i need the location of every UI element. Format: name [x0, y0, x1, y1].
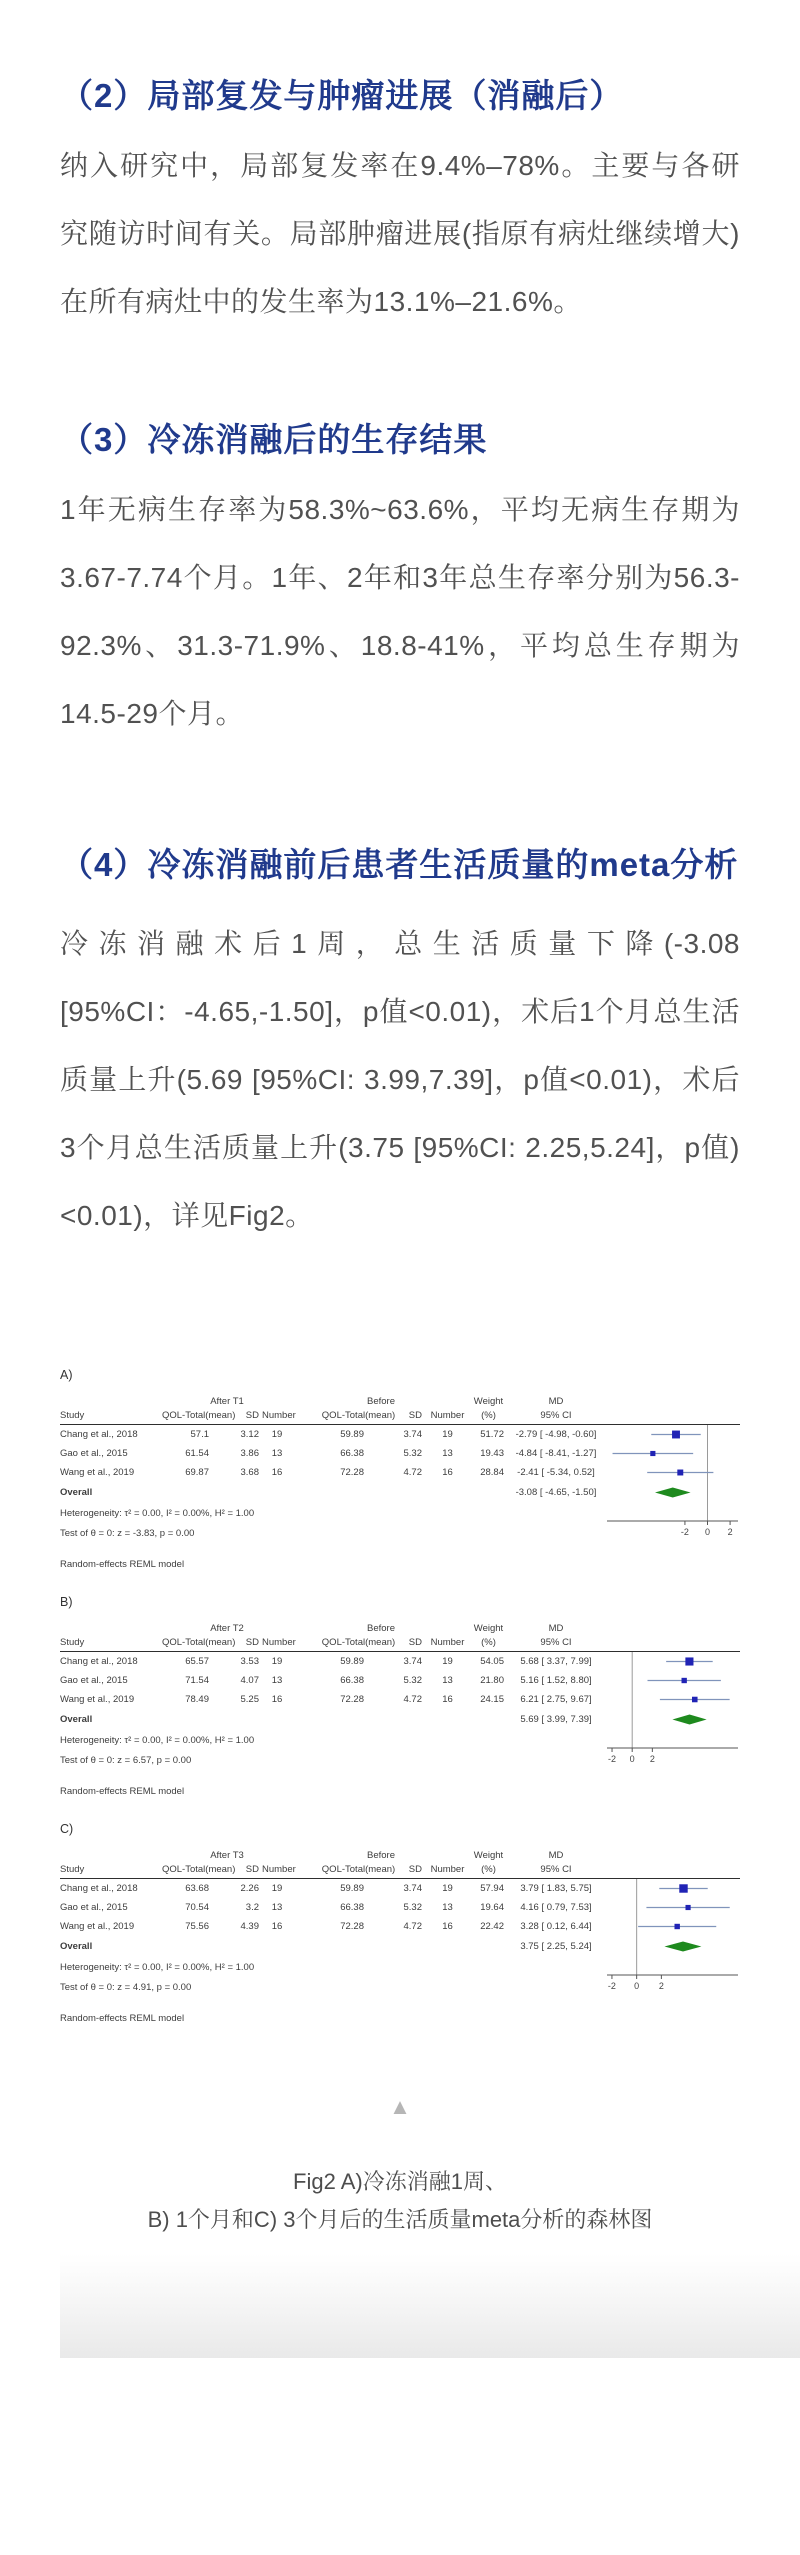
weight-value: 57.94 — [480, 1883, 504, 1894]
study-name: Gao et al., 2015 — [60, 1902, 128, 1913]
after-number: 19 — [271, 1429, 283, 1440]
forest-table — [60, 1848, 740, 1997]
panel-label: A) — [60, 1368, 73, 1382]
svg-text:0: 0 — [705, 1527, 711, 1537]
svg-text:0: 0 — [629, 1754, 635, 1764]
overall-label: Overall — [60, 1941, 93, 1952]
before-mean: 66.38 — [340, 1902, 364, 1913]
before-number: 19 — [442, 1429, 453, 1440]
before-mean: 66.38 — [340, 1448, 364, 1459]
after-mean: 70.54 — [185, 1902, 209, 1913]
model-note: Random-effects REML model — [60, 1786, 185, 1797]
col-header-number-after: Number — [262, 1410, 296, 1421]
section-2-paragraph: 纳入研究中，局部复发率在9.4%–78%。主要与各研究随访时间有关。局部肿瘤进展(指原有病灶继续增大)在所有病灶中的发生率为13.1%–21.6%。 — [60, 150, 740, 317]
col-header-qol-after: QOL-Total(mean) — [162, 1637, 236, 1648]
after-mean: 63.68 — [185, 1883, 209, 1894]
section-4-paragraph: 冷冻消融术后1周，总生活质量下降(-3.08 [95%CI：-4.65,-1.50]，p值<0.01)，术后1个月总生活质量上升(5.69 [95%CI: 3.99,7.39]，p值<0.01)，术后3个月总生活质量上升(3.75 [95%CI: 2.25,5.24]，p值)<0.01)，详见Fig2。 — [60, 928, 740, 1231]
md-ci-value: 3.28 [ 0.12, 6.44] — [520, 1921, 592, 1932]
forest-table — [60, 1621, 740, 1770]
section-3-heading: （3）冷冻消融后的生存结果 — [60, 421, 488, 458]
col-group-md: MD — [548, 1849, 564, 1861]
before-sd: 3.74 — [403, 1429, 422, 1440]
overall-label: Overall — [60, 1714, 93, 1725]
before-sd: 3.74 — [403, 1883, 422, 1894]
md-ci-value: 6.21 [ 2.75, 9.67] — [520, 1694, 592, 1705]
svg-text:2: 2 — [649, 1754, 655, 1764]
svg-text:2: 2 — [727, 1527, 733, 1537]
model-note: Random-effects REML model — [60, 1559, 185, 1570]
overall-md-ci: -3.08 [ -4.65, -1.50] — [515, 1487, 597, 1498]
weight-value: 21.80 — [480, 1675, 504, 1686]
before-number: 16 — [442, 1694, 453, 1705]
after-sd: 3.86 — [240, 1448, 259, 1459]
study-name: Gao et al., 2015 — [60, 1448, 128, 1459]
caption-line-2: B) 1个月和C) 3个月后的生活质量meta分析的森林图 — [147, 2207, 653, 2232]
svg-text:0: 0 — [634, 1981, 640, 1991]
figure-fig2 — [60, 1368, 740, 2025]
col-group-before: Before — [367, 1849, 395, 1861]
before-number: 16 — [442, 1467, 453, 1478]
col-header-qol-before: QOL-Total(mean) — [321, 1637, 396, 1648]
md-ci-value: 3.79 [ 1.83, 5.75] — [520, 1883, 592, 1894]
overall-md-ci: 3.75 [ 2.25, 5.24] — [520, 1941, 592, 1952]
test-note: Test of θ = 0: z = 6.57, p = 0.00 — [60, 1754, 192, 1766]
figure-caption — [60, 2163, 740, 2239]
weight-value: 54.05 — [480, 1656, 504, 1667]
col-header-qol-before: QOL-Total(mean) — [321, 1410, 396, 1421]
after-sd: 3.68 — [240, 1467, 259, 1478]
caption-line-1: Fig2 A)冷冻消融1周、 — [293, 2169, 507, 2194]
col-header-sd-before: SD — [408, 1410, 422, 1421]
md-ci-value: -4.84 [ -8.41, -1.27] — [515, 1448, 597, 1459]
before-sd: 5.32 — [403, 1448, 422, 1459]
after-number: 13 — [271, 1448, 283, 1459]
study-name: Gao et al., 2015 — [60, 1675, 128, 1686]
before-sd: 5.32 — [403, 1675, 422, 1686]
after-sd: 3.2 — [245, 1902, 259, 1913]
after-mean: 78.49 — [185, 1694, 209, 1705]
model-note: Random-effects REML model — [60, 2013, 185, 2024]
md-ci-value: -2.79 [ -4.98, -0.60] — [515, 1429, 597, 1440]
study-name: Wang et al., 2019 — [60, 1921, 135, 1932]
md-ci-value: -2.41 [ -5.34, 0.52] — [517, 1467, 595, 1478]
md-ci-value: 5.16 [ 1.52, 8.80] — [520, 1675, 592, 1686]
col-header-weight-pct: (%) — [481, 1864, 496, 1875]
md-ci-value: 4.16 [ 0.79, 7.53] — [520, 1902, 592, 1913]
before-number: 13 — [442, 1675, 453, 1686]
before-mean: 72.28 — [340, 1921, 364, 1932]
section-4-heading: （4）冷冻消融前后患者生活质量的meta分析 — [60, 846, 739, 883]
before-mean: 59.89 — [340, 1883, 364, 1894]
after-mean: 61.54 — [185, 1448, 209, 1459]
before-sd: 3.74 — [403, 1656, 422, 1667]
before-mean: 72.28 — [340, 1467, 364, 1478]
forest-table — [60, 1394, 740, 1543]
svg-text:-2: -2 — [680, 1527, 689, 1537]
after-number: 16 — [271, 1467, 283, 1478]
test-note: Test of θ = 0: z = -3.83, p = 0.00 — [60, 1527, 195, 1539]
after-sd: 4.07 — [240, 1675, 259, 1686]
bottom-fade-divider — [60, 2254, 800, 2358]
weight-value: 51.72 — [480, 1429, 504, 1440]
col-group-before: Before — [367, 1622, 395, 1634]
after-number: 13 — [271, 1902, 283, 1913]
col-group-weight: Weight — [473, 1395, 504, 1407]
after-sd: 4.39 — [240, 1921, 259, 1932]
forest-panel-c — [60, 1822, 740, 2025]
forest-plot-svg — [605, 1425, 740, 1545]
svg-text:-2: -2 — [608, 1754, 617, 1764]
col-header-number-after: Number — [262, 1637, 296, 1648]
section-3-paragraph: 1年无病生存率为58.3%~63.6%，平均无病生存期为3.67-7.74个月。1年、2年和3年总生存率分别为56.3-92.3%、31.3-71.9%、18.8-41%，平均总生存期为14.5-29个月。 — [60, 494, 740, 729]
before-mean: 72.28 — [340, 1694, 364, 1705]
after-mean: 57.1 — [190, 1429, 209, 1440]
col-group-after: After T3 — [210, 1849, 244, 1861]
md-ci-value: 5.68 [ 3.37, 7.99] — [520, 1656, 592, 1667]
before-sd: 4.72 — [403, 1921, 422, 1932]
section-2-heading: （2）局部复发与肿瘤进展（消融后） — [60, 77, 624, 114]
after-mean: 75.56 — [185, 1921, 209, 1932]
col-group-md: MD — [548, 1395, 564, 1407]
before-sd: 4.72 — [403, 1694, 422, 1705]
after-mean: 69.87 — [185, 1467, 209, 1478]
col-header-weight-pct: (%) — [481, 1410, 496, 1421]
weight-value: 19.64 — [480, 1902, 504, 1913]
col-group-md: MD — [548, 1622, 564, 1634]
after-number: 19 — [271, 1656, 283, 1667]
after-sd: 2.26 — [240, 1883, 259, 1894]
col-header-study: Study — [60, 1410, 85, 1421]
weight-value: 19.43 — [480, 1448, 504, 1459]
col-group-weight: Weight — [473, 1622, 504, 1634]
col-header-study: Study — [60, 1864, 85, 1875]
study-name: Wang et al., 2019 — [60, 1467, 135, 1478]
study-name: Chang et al., 2018 — [60, 1656, 138, 1667]
before-sd: 4.72 — [403, 1467, 422, 1478]
after-number: 16 — [271, 1921, 283, 1932]
after-number: 13 — [271, 1675, 283, 1686]
col-header-study: Study — [60, 1637, 85, 1648]
col-header-qol-after: QOL-Total(mean) — [162, 1864, 236, 1875]
heterogeneity-note: Heterogeneity: τ² = 0.00, I² = 0.00%, H² = 1.00 — [60, 1734, 255, 1746]
after-mean: 65.57 — [185, 1656, 209, 1667]
col-header-sd-after: SD — [245, 1637, 259, 1648]
before-sd: 5.32 — [403, 1902, 422, 1913]
col-header-number-before: Number — [430, 1637, 465, 1648]
col-group-before: Before — [367, 1395, 395, 1407]
svg-text:2: 2 — [658, 1981, 664, 1991]
test-note: Test of θ = 0: z = 4.91, p = 0.00 — [60, 1981, 192, 1993]
after-sd: 3.12 — [240, 1429, 259, 1440]
col-header-sd-before: SD — [408, 1864, 422, 1875]
col-group-after: After T2 — [210, 1622, 244, 1634]
before-mean: 59.89 — [340, 1429, 364, 1440]
col-header-ci: 95% CI — [540, 1637, 572, 1648]
before-number: 13 — [442, 1902, 453, 1913]
heterogeneity-note: Heterogeneity: τ² = 0.00, I² = 0.00%, H² = 1.00 — [60, 1507, 255, 1519]
weight-value: 28.84 — [480, 1467, 504, 1478]
col-header-sd-after: SD — [245, 1410, 259, 1421]
study-name: Chang et al., 2018 — [60, 1883, 138, 1894]
weight-value: 24.15 — [480, 1694, 504, 1705]
weight-value: 22.42 — [480, 1921, 504, 1932]
col-header-weight-pct: (%) — [481, 1637, 496, 1648]
before-number: 13 — [442, 1448, 453, 1459]
forest-plot-svg — [605, 1879, 740, 1999]
study-name: Chang et al., 2018 — [60, 1429, 138, 1440]
col-header-sd-after: SD — [245, 1864, 259, 1875]
before-number: 19 — [442, 1656, 453, 1667]
after-mean: 71.54 — [185, 1675, 209, 1686]
after-sd: 3.53 — [240, 1656, 259, 1667]
after-sd: 5.25 — [240, 1694, 259, 1705]
svg-text:-2: -2 — [607, 1981, 616, 1991]
overall-label: Overall — [60, 1487, 93, 1498]
col-header-sd-before: SD — [408, 1637, 422, 1648]
before-number: 19 — [442, 1883, 453, 1894]
col-header-qol-before: QOL-Total(mean) — [321, 1864, 396, 1875]
col-header-qol-after: QOL-Total(mean) — [162, 1410, 236, 1421]
before-mean: 66.38 — [340, 1675, 364, 1686]
col-header-ci: 95% CI — [540, 1410, 572, 1421]
triangle-up-icon: ▲ — [389, 2094, 411, 2119]
study-name: Wang et al., 2019 — [60, 1694, 135, 1705]
forest-plot-svg — [605, 1652, 740, 1772]
col-group-after: After T1 — [210, 1395, 244, 1407]
col-header-number-after: Number — [262, 1864, 296, 1875]
panel-label: C) — [60, 1822, 74, 1836]
forest-panel-b — [60, 1595, 740, 1798]
before-number: 16 — [442, 1921, 453, 1932]
col-header-number-before: Number — [430, 1410, 465, 1421]
after-number: 19 — [271, 1883, 283, 1894]
panel-label: B) — [60, 1595, 73, 1609]
overall-md-ci: 5.69 [ 3.99, 7.39] — [520, 1714, 592, 1725]
before-mean: 59.89 — [340, 1656, 364, 1667]
col-header-ci: 95% CI — [540, 1864, 572, 1875]
heterogeneity-note: Heterogeneity: τ² = 0.00, I² = 0.00%, H² = 1.00 — [60, 1961, 255, 1973]
col-header-number-before: Number — [430, 1864, 465, 1875]
forest-panel-a — [60, 1368, 740, 1571]
col-group-weight: Weight — [473, 1849, 504, 1861]
after-number: 16 — [271, 1694, 283, 1705]
